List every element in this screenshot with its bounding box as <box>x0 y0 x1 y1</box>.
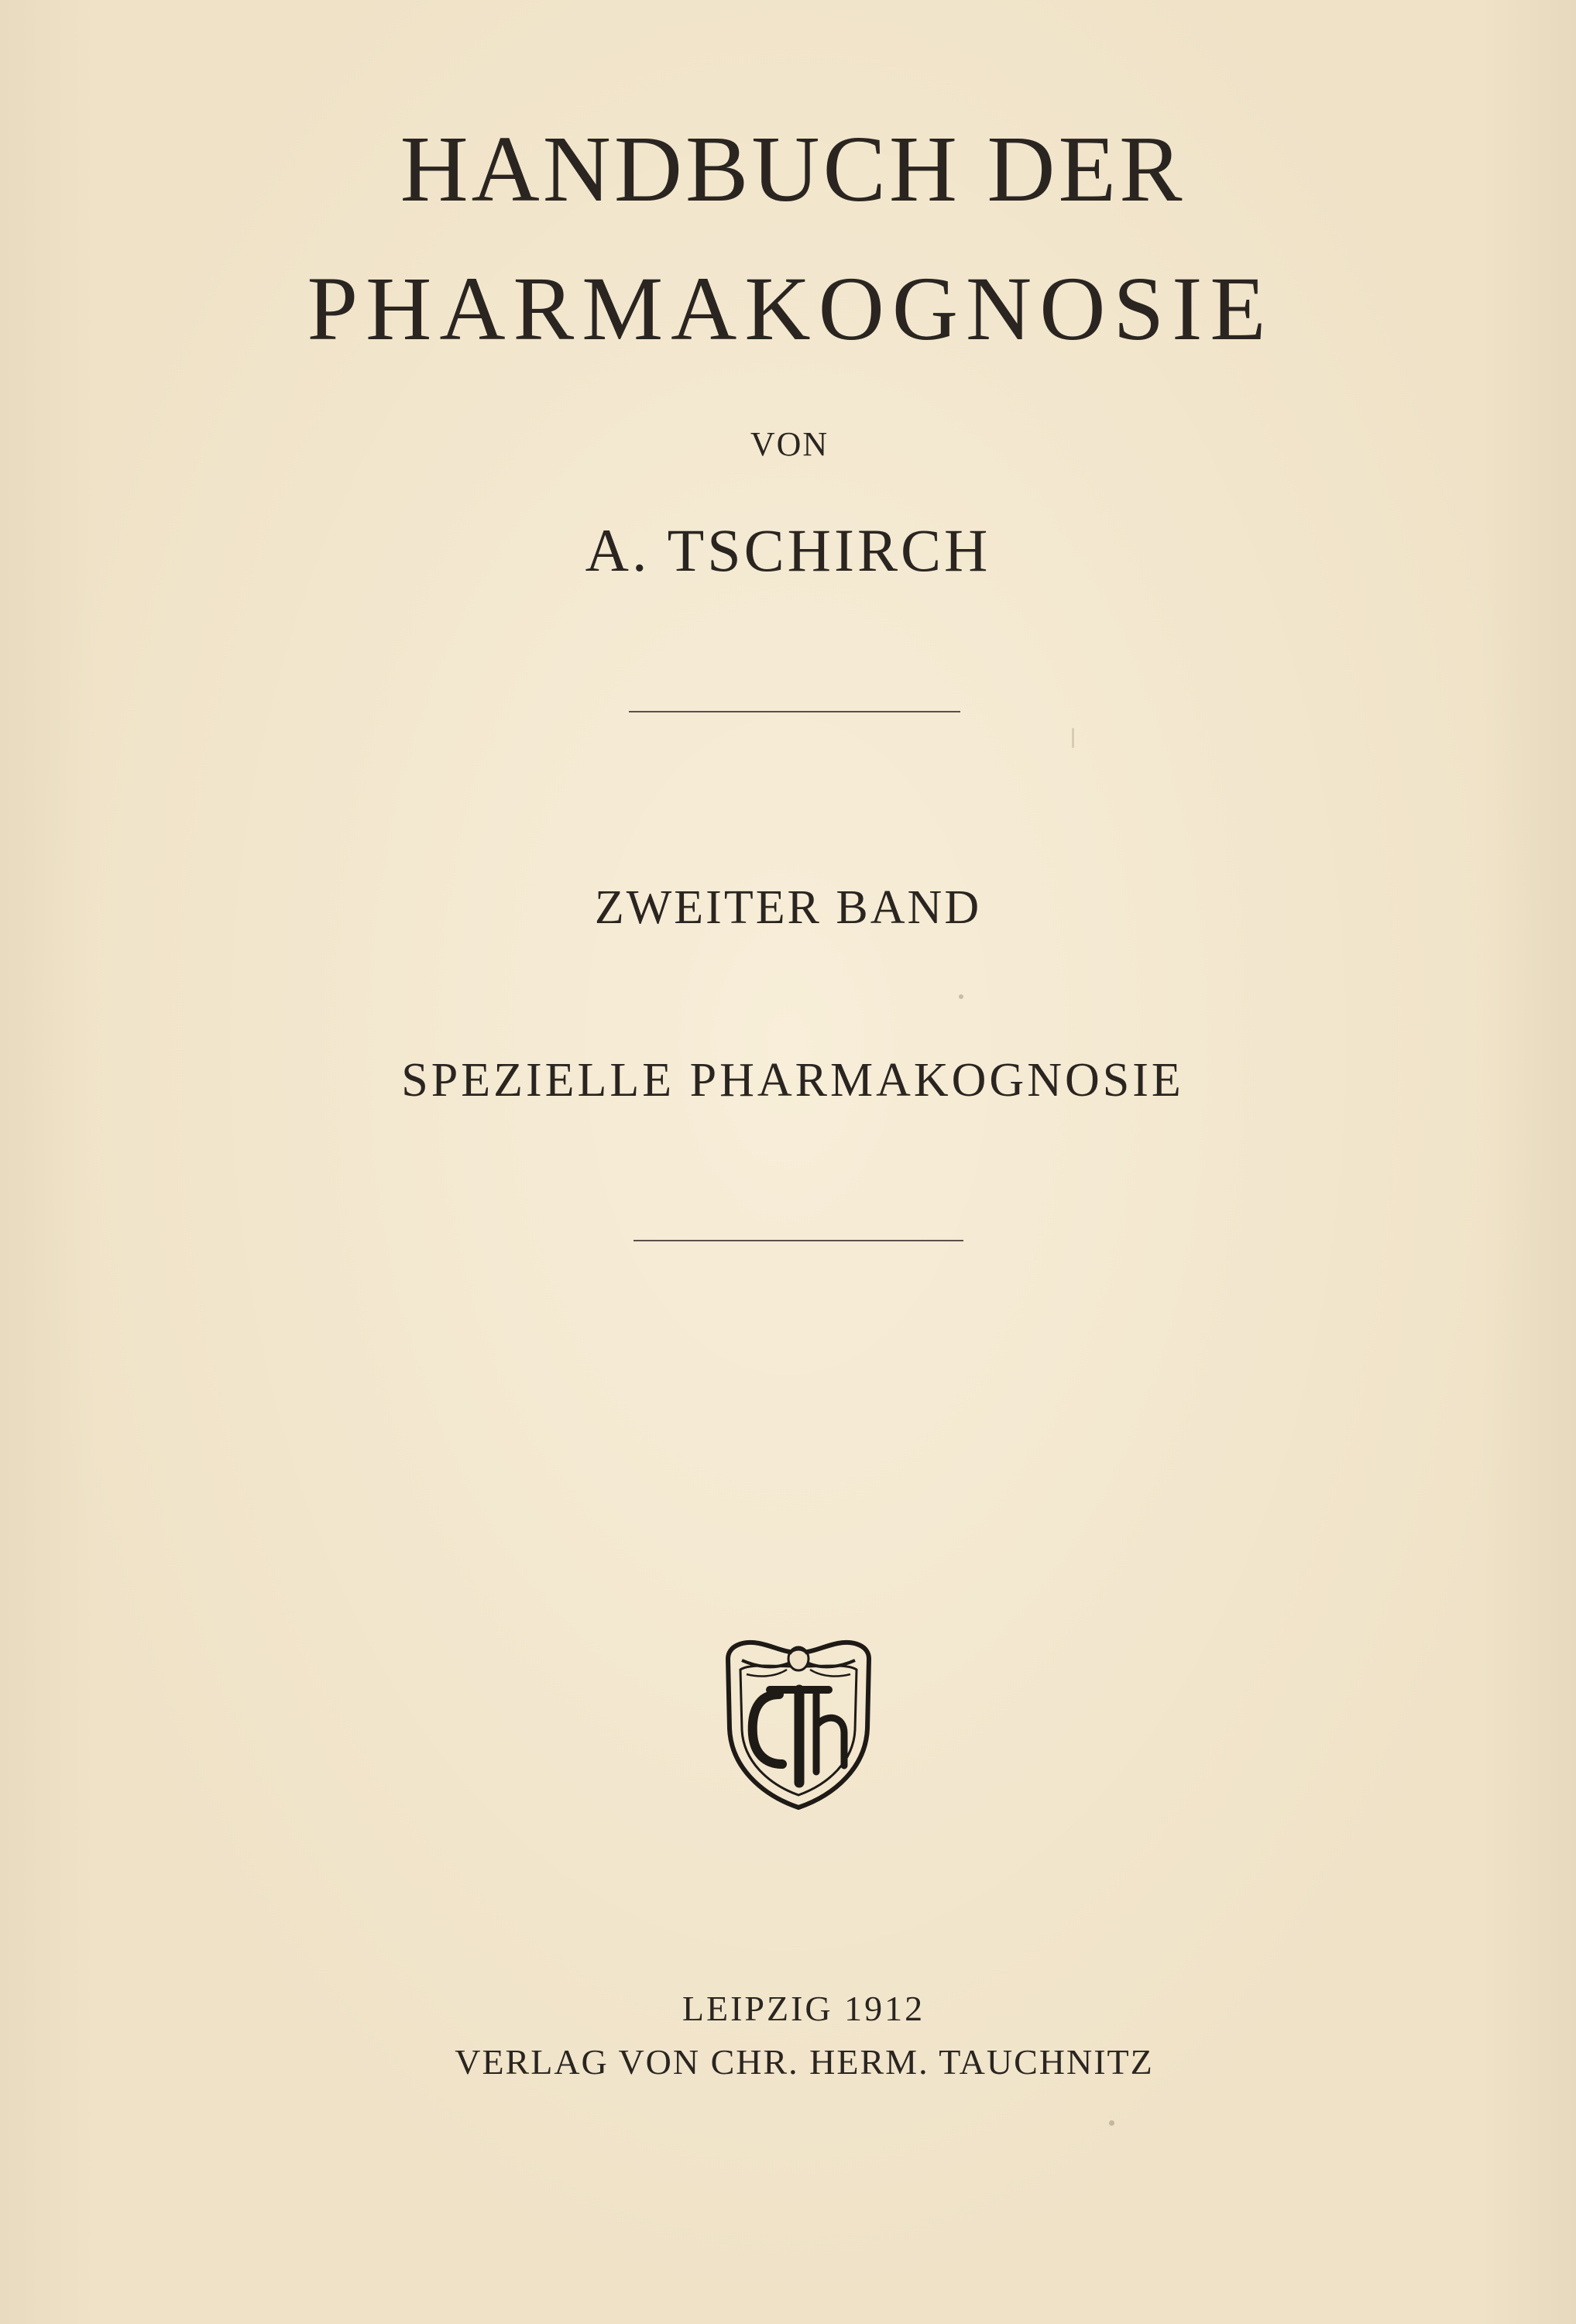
paper-speck <box>959 994 963 999</box>
author-name: A. TSCHIRCH <box>585 517 991 584</box>
divider-rule-bottom <box>633 1240 963 1241</box>
title-line-2: PHARMAKOGNOSIE <box>307 258 1274 359</box>
publisher-mark-shield-icon <box>719 1636 878 1811</box>
volume-label: ZWEITER BAND <box>594 881 982 934</box>
title-line-1: HANDBUCH DER <box>400 117 1186 221</box>
paper-speck <box>1109 2120 1114 2126</box>
paper-speck <box>1072 728 1074 748</box>
subtitle: SPEZIELLE PHARMAKOGNOSIE <box>401 1054 1184 1107</box>
imprint-place-year: LEIPZIG 1912 <box>682 1989 925 2028</box>
imprint-publisher: VERLAG VON CHR. HERM. TAUCHNITZ <box>455 2042 1154 2082</box>
author-prefix: VON <box>750 425 829 463</box>
divider-rule-top <box>629 711 960 712</box>
